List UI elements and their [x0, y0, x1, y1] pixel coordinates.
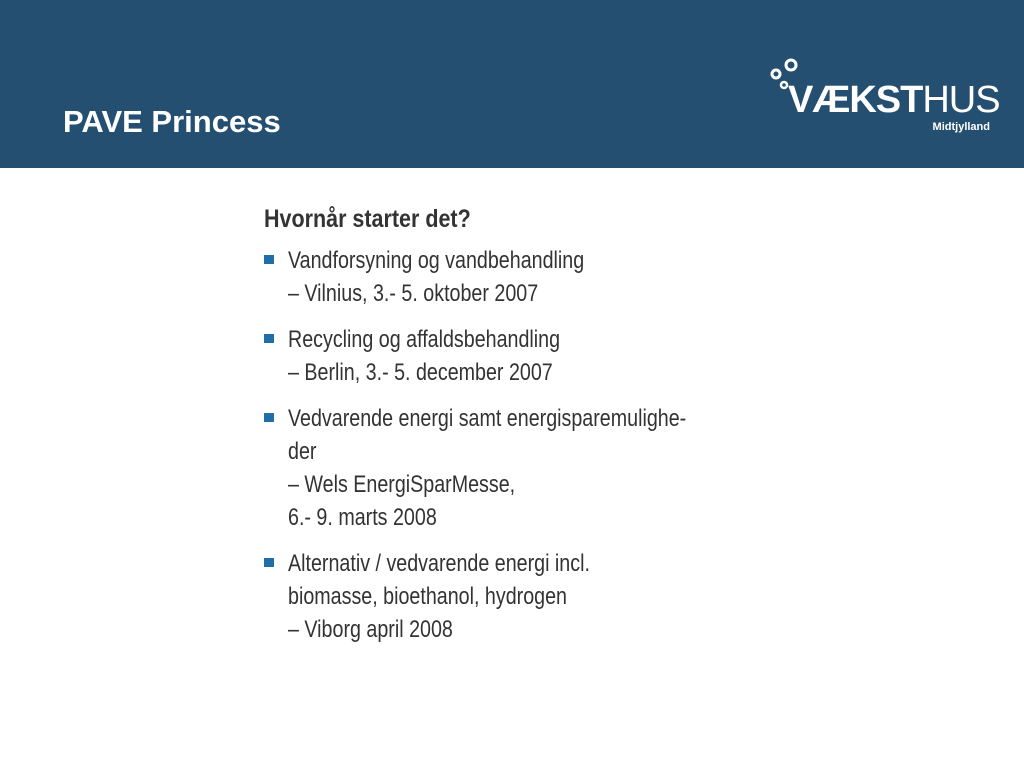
bullet-line: 6.- 9. marts 2008: [288, 504, 437, 531]
slide-title: PAVE Princess: [63, 104, 281, 139]
logo-wordmark: [788, 78, 1000, 122]
bullet-line: – Viborg april 2008: [288, 616, 453, 643]
bullet-line: der: [288, 438, 317, 465]
bullet-list: [264, 244, 764, 646]
logo-subtitle: Midtjylland: [932, 121, 990, 133]
bullet-square-icon: [264, 558, 274, 567]
bullet-item: [264, 402, 764, 534]
bullet-line: – Vilnius, 3.- 5. oktober 2007: [288, 280, 539, 307]
vaeksthus-logo: [766, 56, 1000, 140]
bullet-square-icon: [264, 413, 274, 422]
header-bar: [0, 0, 1024, 168]
slide-content: [264, 200, 764, 659]
bullet-line: – Berlin, 3.- 5. december 2007: [288, 359, 553, 386]
logo-word-light: HUS: [922, 79, 1000, 121]
bullet-line: Alternativ / vedvarende energi incl.: [288, 550, 590, 577]
bullet-square-icon: [264, 255, 274, 264]
bullet-line: Vedvarende energi samt energisparemulighe-: [288, 405, 687, 432]
bullet-item: [264, 244, 764, 310]
bullet-line: Recycling og affaldsbehandling: [288, 326, 561, 353]
bullet-line: biomasse, bioethanol, hydrogen: [288, 583, 567, 610]
logo-word-bold: VÆKST: [788, 79, 923, 121]
bullet-item: [264, 547, 764, 646]
bullet-square-icon: [264, 334, 274, 343]
bullet-line: Vandforsyning og vandbehandling: [288, 247, 585, 274]
bullet-line: – Wels EnergiSparMesse,: [288, 471, 516, 498]
bullet-item: [264, 323, 764, 389]
content-heading: Hvornår starter det?: [264, 205, 471, 233]
